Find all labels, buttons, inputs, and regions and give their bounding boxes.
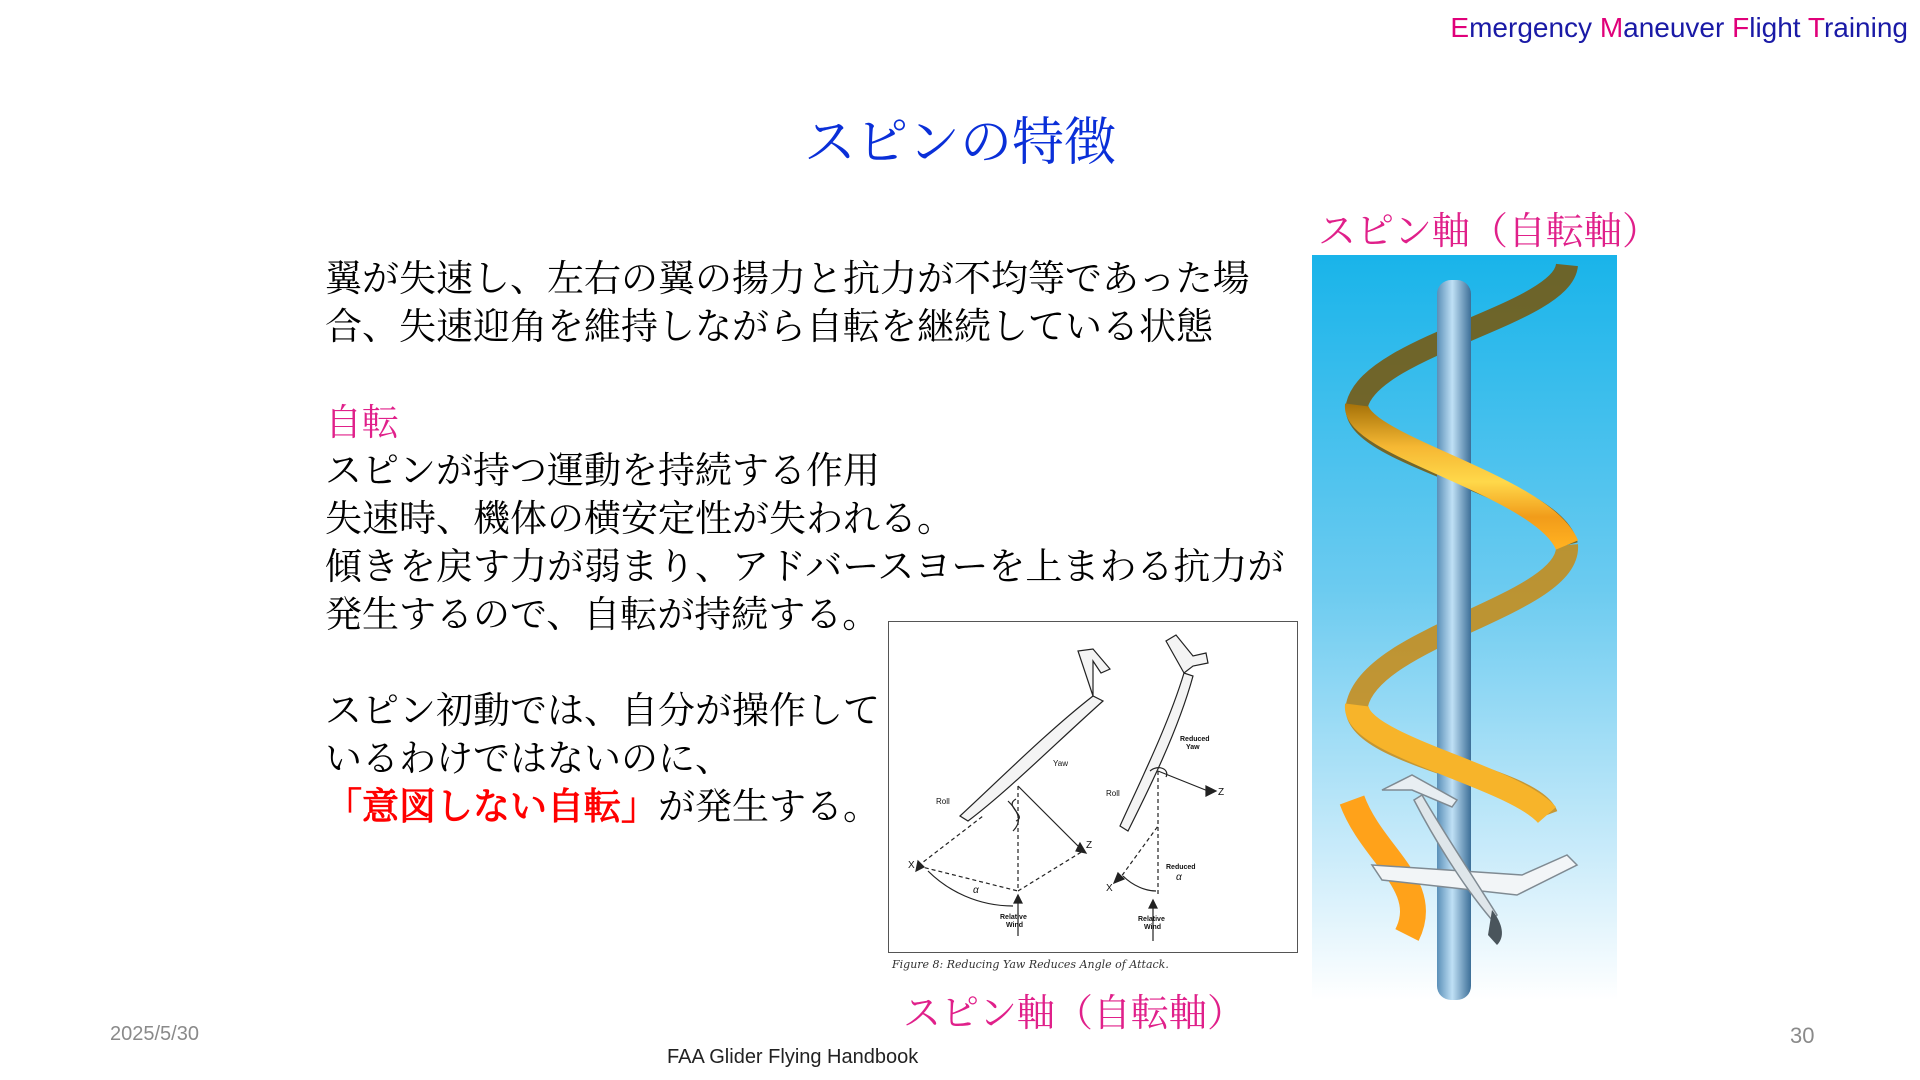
label-yaw: Yaw: [1053, 759, 1068, 768]
autorotation-line: スピンが持つ運動を持続する作用: [325, 449, 880, 492]
definition-line: 合、失速迎角を維持しながら自転を継続している状態: [325, 305, 1213, 348]
unintended-rotation-emphasis: 「意図しない自転」: [325, 785, 658, 828]
header-word: raining: [1823, 12, 1908, 43]
label-reduced-yaw: Yaw: [1186, 744, 1200, 751]
label-relative-wind-left: Relative: [1000, 914, 1027, 921]
label-relative-wind-right: Relative: [1138, 916, 1165, 923]
yaw-diagram: [888, 621, 1298, 953]
spin-axis-rod: [1437, 280, 1471, 1000]
header-initial: E: [1450, 12, 1470, 43]
spin-axis-label-bottom: スピン軸（自転軸）: [903, 991, 1246, 1035]
header-initial: T: [1807, 12, 1824, 43]
glider-diagram-right: [1114, 635, 1216, 941]
definition-line: 翼が失速し、左右の翼の揚力と抗力が不均等であった場: [325, 257, 1250, 300]
course-header: [1450, 12, 1908, 44]
label-x-left: X: [908, 860, 915, 871]
header-word: mergency: [1469, 12, 1600, 43]
header-initial: M: [1599, 12, 1624, 43]
label-relative-wind-left: Wind: [1006, 922, 1024, 929]
label-reduced-alpha: Reduced: [1166, 864, 1196, 871]
autorotation-heading: 自転: [325, 401, 399, 444]
label-z-right: Z: [1218, 787, 1225, 798]
spin-axis-label-top: スピン軸（自転軸）: [1318, 209, 1661, 253]
spin-illustration: [1312, 255, 1617, 1000]
autorotation-line: 発生するので、自転が持続する。: [325, 593, 880, 636]
label-reduced-alpha: α: [1176, 872, 1182, 883]
emphasis-suffix: が発生する。: [658, 785, 880, 828]
incipient-line: スピン初動では、自分が操作して: [325, 689, 880, 732]
incipient-line: いるわけではないのに、: [325, 737, 732, 780]
spacer: [325, 351, 1315, 399]
label-relative-wind-right: Wind: [1144, 924, 1162, 931]
label-roll-right: Roll: [1106, 789, 1120, 798]
faa-figure: [880, 615, 1305, 975]
header-word: light: [1749, 12, 1808, 43]
label-reduced-yaw: Reduced: [1180, 736, 1210, 743]
header-word: aneuver: [1623, 12, 1733, 43]
label-roll-left: Roll: [936, 797, 950, 806]
label-alpha-left: α: [973, 885, 979, 896]
glider-diagram-left: [916, 649, 1110, 936]
autorotation-line: 傾きを戻す力が弱まり、アドバースヨーを上まわる抗力が: [325, 545, 1285, 588]
footer-source: FAA Glider Flying Handbook: [667, 1046, 919, 1068]
label-x-right: X: [1106, 883, 1113, 894]
label-z-left: Z: [1086, 840, 1093, 851]
footer-date: 2025/5/30: [110, 1023, 199, 1045]
slide-title: スピンの特徴: [803, 113, 1116, 173]
autorotation-line: 失速時、機体の横安定性が失われる。: [325, 497, 954, 540]
spin-helix-graphic: [1312, 255, 1617, 1000]
header-initial: F: [1732, 12, 1750, 43]
page-number: 30: [1790, 1023, 1815, 1048]
figure-caption: Figure 8: Reducing Yaw Reduces Angle of Attack.: [892, 958, 1169, 971]
